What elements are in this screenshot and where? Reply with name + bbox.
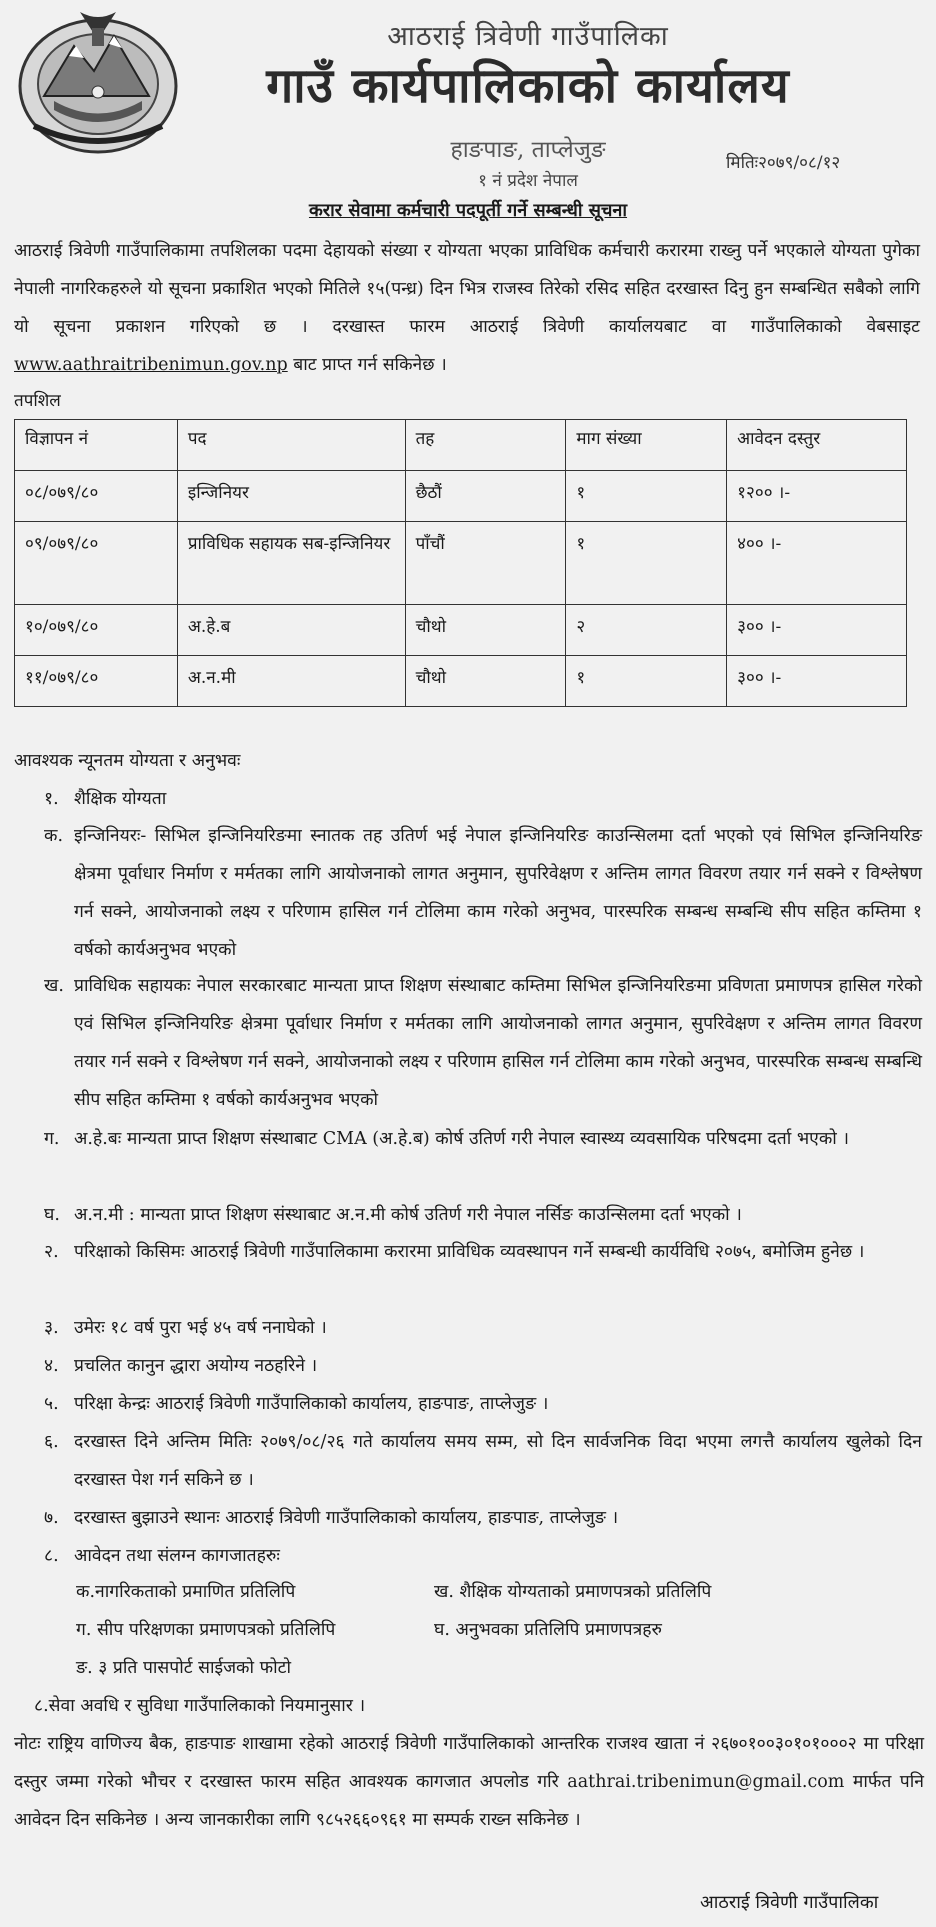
item-number: १. (44, 789, 59, 809)
item-number: क. (44, 826, 64, 846)
list-item (44, 1196, 922, 1234)
table-cell: ४०० ।- (727, 522, 907, 605)
table-cell: १२०० ।- (727, 471, 907, 522)
list-item (44, 1120, 922, 1158)
list-item (44, 967, 922, 1119)
table-cell: ०८/०७९/८० (15, 471, 178, 522)
schedule-label: तपशिल (14, 391, 61, 411)
table-cell: प्राविधिक सहायक सब-इन्जिनियर (177, 522, 405, 605)
column-header: पद (177, 420, 405, 471)
table-cell: १ (566, 522, 727, 605)
item-text: दरखास्त दिने अन्तिम मितिः २०७९/०८/२६ गते कार्यालय समय सम्म, सो दिन सार्वजनिक विदा भएमा लगत्तै कार्यालय खुलेको दिन दरखास्त पेश गर्न सकिने छ । (74, 1432, 922, 1490)
table-row (15, 522, 907, 605)
item-text: परिक्षा केन्द्रः आठराई त्रिवेणी गाउँपालिकाको कार्यालय, हाङपाङ, ताप्लेजुङ । (74, 1394, 549, 1414)
column-header: माग संख्या (566, 420, 727, 471)
province-label: १ नं प्रदेश नेपाल (478, 171, 578, 191)
table-cell: पाँचौं (405, 522, 566, 605)
item-text: प्रचलित कानुन द्धारा अयोग्य नठहरिने । (74, 1356, 318, 1376)
list-item (44, 1385, 922, 1423)
intro-text-end: बाट प्राप्त गर्न सकिनेछ । (287, 355, 447, 375)
municipality-name: आठराई त्रिवेणी गाउँपालिका (387, 21, 669, 52)
table-cell: १०/०७९/८० (15, 605, 178, 656)
column-header: आवेदन दस्तुर (727, 420, 907, 471)
table-cell: अ.न.मी (177, 656, 405, 707)
table-cell: चौथो (405, 605, 566, 656)
item-text: आवेदन तथा संलग्न कागजातहरुः (74, 1546, 280, 1566)
document-item: ङ. ३ प्रति पासपोर्ट साईजको फोटो (76, 1658, 291, 1678)
table-cell: ३०० ।- (727, 605, 907, 656)
table-row (15, 656, 907, 707)
list-item (44, 817, 922, 969)
item-number: ६. (44, 1432, 59, 1452)
item-text: प्राविधिक सहायकः नेपाल सरकारबाट मान्यता प्राप्त शिक्षण संस्थाबाट कम्तिमा सिभिल इन्जिनियरिङमा प्रविणता प्रमाणपत्र हासिल गरेको एवं सिभिल इन्जिनियरिङ क्षेत्रमा पूर्वाधार निर्माण र मर्मतका लागि आयोजनाको लागत अनुमान, सुपरिवेक्षण र अन्तिम लागत विवरण तयार गर्न सक्ने र विश्लेषण गर्न सक्ने, आयोजनाको लक्ष्य र परिणाम हासिल गर्न टोलिमा काम गरेको अनुभव, पारस्परिक सम्बन्ध सम्बन्धि सीप सहित कम्तिमा १ वर्षको कार्यअनुभव भएको (74, 976, 922, 1110)
table-row (15, 471, 907, 522)
office-location: हाङपाङ, ताप्लेजुङ (450, 137, 606, 163)
intro-text: आठराई त्रिवेणी गाउँपालिकामा तपशिलका पदमा देहायको संख्या र योग्यता भएका प्राविधिक कर्मचारी करारमा राख्नु पर्ने भएकाले योग्यता पुगेका नेपाली नागरिकहरुले यो सूचना प्रकाशित भएको मितिले १५(पन्ध्र) दिन भित्र राजस्व तिरेको रसिद सहित दरखास्त दिनु हुन सम्बन्धित सबैको लागि यो सूचना प्रकाशन गरिएको छ । दरखास्त फारम आठराई त्रिवेणी कार्यालयबाट वा गाउँपालिकाको वेबसाइट (14, 241, 920, 337)
table-row (15, 605, 907, 656)
table-header-row (15, 420, 907, 471)
item-text: अ.न.मी : मान्यता प्राप्त शिक्षण संस्थाबाट अ.न.मी कोर्ष उतिर्ण गरी नेपाल नर्सिङ काउन्सिलमा दर्ता भएको । (74, 1205, 742, 1225)
signature: आठराई त्रिवेणी गाउँपालिका (700, 1892, 879, 1913)
table-cell: अ.हे.ब (177, 605, 405, 656)
table-cell: ३०० ।- (727, 656, 907, 707)
notice-date: मितिः२०७९/०८/१२ (726, 153, 841, 173)
document-item: घ. अनुभवका प्रतिलिपि प्रमाणपत्रहरु (434, 1620, 662, 1640)
list-item (44, 1347, 922, 1385)
document-item: ग. सीप परिक्षणका प्रमाणपत्रको प्रतिलिपि (76, 1620, 336, 1640)
item-text: उमेरः १८ वर्ष पुरा भई ४५ वर्ष ननाघेको । (74, 1318, 327, 1338)
intro-paragraph (14, 232, 920, 384)
item-number: ५. (44, 1394, 59, 1414)
office-title: गाउँ कार्यपालिकाको कार्यालय (266, 58, 790, 114)
item-number: ख. (44, 976, 64, 996)
table-cell: इन्जिनियर (177, 471, 405, 522)
list-item (44, 1499, 922, 1537)
item-number: ८. (44, 1546, 59, 1566)
column-header: तह (405, 420, 566, 471)
table-cell: १ (566, 471, 727, 522)
item-text: अ.हे.बः मान्यता प्राप्त शिक्षण संस्थाबाट CMA (अ.हे.ब) कोर्ष उतिर्ण गरी नेपाल स्वास्थ्य व्यवसायिक परिषदमा दर्ता भएको । (74, 1129, 849, 1149)
item-number: ग. (44, 1129, 60, 1149)
column-header: विज्ञापन नं (15, 420, 178, 471)
item-number: घ. (44, 1205, 60, 1225)
item-number: ४. (44, 1356, 59, 1376)
website-link[interactable]: www.aathraitribenimun.gov.np (14, 355, 288, 375)
notice-subject: करार सेवामा कर्मचारी पदपूर्ती गर्ने सम्बन्धी सूचना (308, 200, 628, 221)
table-cell: चौथो (405, 656, 566, 707)
table-cell: छैठौं (405, 471, 566, 522)
item-number: २. (44, 1242, 59, 1262)
list-item (44, 1537, 922, 1575)
table-cell: १ (566, 656, 727, 707)
item-number: ३. (44, 1318, 59, 1338)
service-terms: ८.सेवा अवधि र सुविधा गाउँपालिकाको नियमानुसार । (34, 1696, 366, 1716)
item-number: ७. (44, 1508, 59, 1528)
item-text: परिक्षाको किसिमः आठराई त्रिवेणी गाउँपालिकामा करारमा प्राविधिक व्यवस्थापन गर्ने सम्बन्धी कार्यविधि २०७५, बमोजिम हुनेछ । (74, 1242, 865, 1262)
item-text: इन्जिनियरः- सिभिल इन्जिनियरिङमा स्नातक तह उतिर्ण भई नेपाल इन्जिनियरिङ काउन्सिलमा दर्ता भएको एवं सिभिल इन्जिनियरिङ क्षेत्रमा पूर्वाधार निर्माण र मर्मतका लागि आयोजनाको लागत अनुमान, सुपरिवेक्षण र अन्तिम लागत विवरण तयार गर्न सक्ने र विश्लेषण गर्न सक्ने, आयोजनाको लक्ष्य र परिणाम हासिल गर्न टोलिमा काम गरेको अनुभव, पारस्परिक सम्बन्ध सम्बन्धि सीप सहित कम्तिमा १ वर्षको कार्यअनुभव भएको (74, 826, 922, 960)
list-item (44, 1309, 922, 1347)
document-item: क.नागरिकताको प्रमाणित प्रतिलिपि (76, 1582, 296, 1602)
document-item: ख. शैक्षिक योग्यताको प्रमाणपत्रको प्रतिलिपि (434, 1582, 712, 1602)
table-cell: ११/०७९/८० (15, 656, 178, 707)
list-item (44, 1423, 922, 1499)
vacancy-table (14, 419, 907, 707)
list-item (44, 1233, 922, 1271)
note-paragraph: नोटः राष्ट्रिय वाणिज्य बैक, हाङपाङ शाखामा रहेको आठराई त्रिवेणी गाउँपालिकाको आन्तरिक राजश्व खाता नं २६७०१००३०१०१०००२ मा परिक्षा दस्तुर जम्मा गरेको भौचर र दरखास्त फारम सहित आवश्यक कागजात अपलोड गरि aathrai.tribenimun@gmail.com मार्फत पनि आवेदन दिन सकिनेछ । अन्य जानकारीका लागि ९८५२६६०९६१ मा सम्पर्क राख्न सकिनेछ । (14, 1734, 924, 1830)
table-cell: २ (566, 605, 727, 656)
requirements-heading: आवश्यक न्यूनतम योग्यता र अनुभवः (14, 751, 241, 771)
item-text: शैक्षिक योग्यता (74, 789, 167, 809)
item-text: दरखास्त बुझाउने स्थानः आठराई त्रिवेणी गाउँपालिकाको कार्यालय, हाङपाङ, ताप्लेजुङ । (74, 1508, 619, 1528)
table-cell: ०९/०७९/८० (15, 522, 178, 605)
list-item (44, 780, 914, 818)
